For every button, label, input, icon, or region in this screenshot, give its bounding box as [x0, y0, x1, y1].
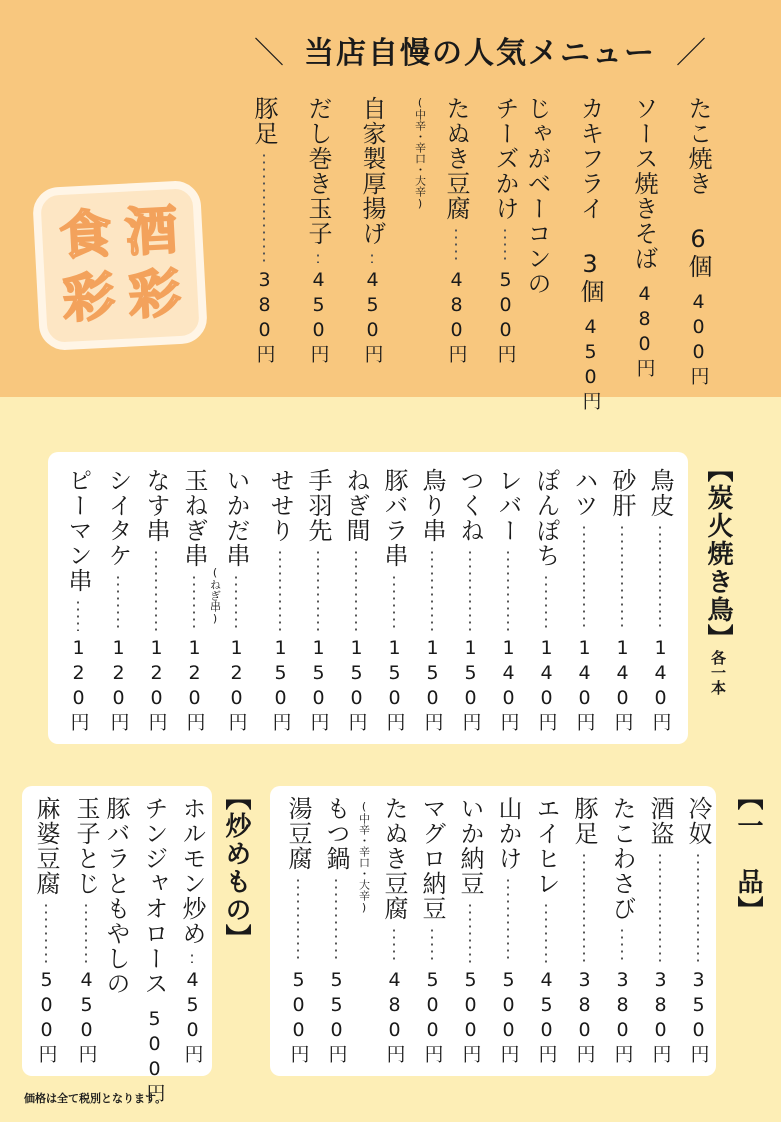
menu-item-name: いかだ串: [222, 468, 250, 568]
dot-leader: [235, 574, 237, 631]
menu-item-name: 酒盗: [646, 796, 674, 846]
menu-item-price: 120円: [107, 637, 130, 734]
ippin-heading: 【一 品】: [733, 784, 763, 924]
menu-item: [492, 468, 524, 734]
menu-item: [378, 468, 410, 734]
title-slash-left: ＼: [254, 36, 284, 71]
spice-level-note: (中辛・辛口・大辛): [357, 800, 371, 914]
dot-leader: [455, 227, 457, 263]
menu-item-price: 120円: [225, 637, 248, 734]
dot-leader: [545, 574, 547, 631]
dot-leader: [193, 574, 195, 631]
menu-item-price: 380円: [253, 269, 276, 366]
menu-item-name: カキフライ 3個: [576, 96, 604, 304]
menu-item-price: 450円: [579, 316, 602, 413]
menu-item: [220, 468, 252, 734]
menu-item-name: せせり: [266, 468, 294, 543]
menu-item: [378, 796, 410, 1066]
menu-item-price: 500円: [494, 269, 517, 366]
menu-item-name: 自家製厚揚げ: [358, 96, 386, 246]
shop-logo-stamp: [32, 180, 208, 352]
menu-item: [140, 468, 172, 734]
dot-leader: [621, 524, 623, 631]
menu-item: [302, 468, 334, 734]
menu-item-name: つくね: [456, 468, 484, 543]
menu-item: [489, 96, 521, 366]
menu-item-name: 豚足: [570, 796, 598, 846]
spice-level-note: (中辛・辛口・大辛): [413, 96, 427, 210]
menu-item-price: 500円: [459, 969, 482, 1066]
dot-leader: [697, 852, 699, 963]
menu-item-price: 400円: [687, 291, 710, 388]
menu-item: [416, 796, 448, 1066]
menu-item-note: [410, 96, 430, 256]
menu-item-name: いか納豆: [456, 796, 484, 896]
menu-item: [178, 468, 210, 734]
menu-item-price: 500円: [421, 969, 444, 1066]
menu-item-price: 380円: [573, 969, 596, 1066]
menu-item: [100, 796, 132, 1066]
menu-item: [530, 796, 562, 1066]
dot-leader: [393, 927, 395, 963]
yakitori-per-skewer-note: 各一本: [709, 650, 727, 695]
yakitori-heading: 【炭火焼き鳥】: [703, 456, 733, 652]
menu-item: [644, 468, 676, 734]
menu-item-name: 豚足: [250, 96, 278, 146]
menu-item: [356, 96, 388, 366]
dot-leader: [279, 549, 281, 631]
menu-item-name: だし巻き玉子: [304, 96, 332, 246]
dot-leader: [545, 902, 547, 963]
dot-leader: [621, 927, 623, 963]
menu-item-price: 500円: [497, 969, 520, 1066]
dot-leader: [469, 549, 471, 631]
menu-item-price: 150円: [383, 637, 406, 734]
stamp-char: 食: [57, 203, 113, 267]
menu-item-name: 豚バラともやしの: [102, 796, 130, 996]
title-slash-right: ／: [676, 36, 706, 71]
dot-leader: [77, 599, 79, 631]
menu-item: [606, 468, 638, 734]
dot-leader: [45, 902, 47, 963]
menu-item: [628, 96, 660, 380]
menu-item: [574, 96, 606, 413]
menu-item: [340, 468, 372, 734]
dot-leader: [355, 549, 357, 631]
dot-leader: [507, 549, 509, 631]
menu-item: [454, 796, 486, 1066]
menu-item-name: マグロ納豆: [418, 796, 446, 921]
dot-leader: [191, 952, 193, 963]
menu-item: [530, 468, 562, 734]
menu-item-name: たこわさび: [608, 796, 636, 921]
dot-leader: [583, 852, 585, 963]
menu-item-price: 150円: [269, 637, 292, 734]
menu-item-price: 380円: [649, 969, 672, 1066]
menu-item-price: 450円: [75, 969, 98, 1066]
dot-leader: [335, 877, 337, 963]
menu-item-name: なす串: [142, 468, 170, 543]
menu-item-price: 150円: [459, 637, 482, 734]
menu-item: [416, 468, 448, 734]
menu-item: [62, 468, 94, 734]
menu-item-name: 鳥り串: [418, 468, 446, 543]
menu-item-name: 湯豆腐: [284, 796, 312, 871]
menu-item-price: 150円: [421, 637, 444, 734]
menu-item-price: 140円: [649, 637, 672, 734]
menu-item-price: 450円: [535, 969, 558, 1066]
menu-item: [138, 796, 170, 1105]
menu-item: [70, 796, 102, 1066]
menu-item-price: 120円: [145, 637, 168, 734]
popular-menu-title-bar: [230, 28, 730, 72]
dot-leader: [317, 549, 319, 631]
menu-item: [302, 96, 334, 366]
menu-item: [568, 468, 600, 734]
dot-leader: [85, 902, 87, 963]
dot-leader: [659, 852, 661, 963]
menu-item: [102, 468, 134, 734]
menu-item-note: [208, 566, 222, 646]
dot-leader: [469, 902, 471, 963]
menu-item-name: 玉子とじ: [72, 796, 100, 896]
menu-item-price: 480円: [633, 283, 656, 380]
menu-item-name: ねぎ間: [342, 468, 370, 543]
menu-item-note: [354, 800, 374, 960]
negi-skewer-note: (ねぎ串): [208, 566, 222, 625]
menu-item-name: たぬき豆腐: [380, 796, 408, 921]
menu-item-name: ソース焼きそば: [630, 96, 658, 271]
menu-item-name: たこ焼き 6個: [684, 96, 712, 279]
menu-item-name: 冷奴: [684, 796, 712, 846]
menu-item: [606, 796, 638, 1066]
menu-item-price: 480円: [445, 269, 468, 366]
menu-item-price: 150円: [307, 637, 330, 734]
menu-item-price: 450円: [361, 269, 384, 366]
menu-item-price: 150円: [345, 637, 368, 734]
menu-item-name: 手羽先: [304, 468, 332, 543]
menu-item: [176, 796, 208, 1066]
menu-item-price: 550円: [325, 969, 348, 1066]
itamemono-heading: 【炒めもの】: [221, 784, 251, 952]
dot-leader: [297, 877, 299, 963]
menu-item: [492, 796, 524, 1066]
stamp-char: 酒: [123, 199, 179, 264]
menu-item: [440, 96, 472, 366]
menu-item-price: 500円: [287, 969, 310, 1066]
menu-item-price: 120円: [183, 637, 206, 734]
menu-item-price: 380円: [611, 969, 634, 1066]
menu-item-name: 玉ねぎ串: [180, 468, 208, 568]
menu-item: [264, 468, 296, 734]
dot-leader: [431, 549, 433, 631]
menu-item-name: 砂肝: [608, 468, 636, 518]
menu-item: [682, 796, 714, 1066]
dot-leader: [659, 524, 661, 631]
menu-item-name: 麻婆豆腐: [32, 796, 60, 896]
menu-item: [682, 96, 714, 388]
menu-item: [320, 796, 352, 1066]
menu-item-price: 480円: [383, 969, 406, 1066]
popular-menu-title: 当店自慢の人気メニュー: [304, 36, 656, 71]
menu-item-price: 500円: [143, 1008, 166, 1105]
dot-leader: [431, 927, 433, 963]
dot-leader: [507, 877, 509, 963]
menu-item-price: 450円: [181, 969, 204, 1066]
menu-item: [568, 796, 600, 1066]
dot-leader: [317, 252, 319, 263]
menu-item-name: ホルモン炒め: [178, 796, 206, 946]
menu-item-name: 山かけ: [494, 796, 522, 871]
menu-item-name: たぬき豆腐: [442, 96, 470, 221]
menu-item-name: 鳥皮: [646, 468, 674, 518]
menu-item-name: シイタケ: [104, 468, 132, 568]
menu-item: [30, 796, 62, 1066]
dot-leader: [117, 574, 119, 631]
dot-leader: [263, 152, 265, 263]
menu-item-price: 140円: [611, 637, 634, 734]
menu-item-name: 豚バラ串: [380, 468, 408, 568]
tax-note: 価格は全て税別となります。: [24, 1092, 167, 1105]
menu-item-price: 350円: [687, 969, 710, 1066]
menu-item: [248, 96, 280, 366]
menu-item-name: チンジャオロース: [140, 796, 168, 996]
menu-item-name: ピーマン串: [64, 468, 92, 593]
menu-item-name: ぽんぽち: [532, 468, 560, 568]
dot-leader: [393, 574, 395, 631]
stamp-char: 彩: [61, 266, 117, 331]
menu-item-price: 500円: [35, 969, 58, 1066]
menu-item: [644, 796, 676, 1066]
menu-item-name: チーズかけ: [491, 96, 519, 221]
menu-item: [282, 796, 314, 1066]
menu-item-price: 140円: [535, 637, 558, 734]
menu-item-price: 140円: [497, 637, 520, 734]
dot-leader: [155, 549, 157, 631]
menu-item-name: じゃがベーコンの: [523, 96, 551, 296]
menu-item: [521, 96, 553, 366]
menu-item-name: もつ鍋: [322, 796, 350, 871]
menu-item-name: レバー: [494, 468, 522, 543]
dot-leader: [504, 227, 506, 263]
stamp-char: 彩: [127, 263, 183, 327]
menu-item-name: エイヒレ: [532, 796, 560, 896]
menu-item-price: 450円: [307, 269, 330, 366]
dot-leader: [583, 524, 585, 631]
dot-leader: [371, 252, 373, 263]
menu-item-price: 140円: [573, 637, 596, 734]
menu-item: [454, 468, 486, 734]
menu-item-name: ハツ: [570, 468, 598, 518]
menu-item-price: 120円: [67, 637, 90, 734]
